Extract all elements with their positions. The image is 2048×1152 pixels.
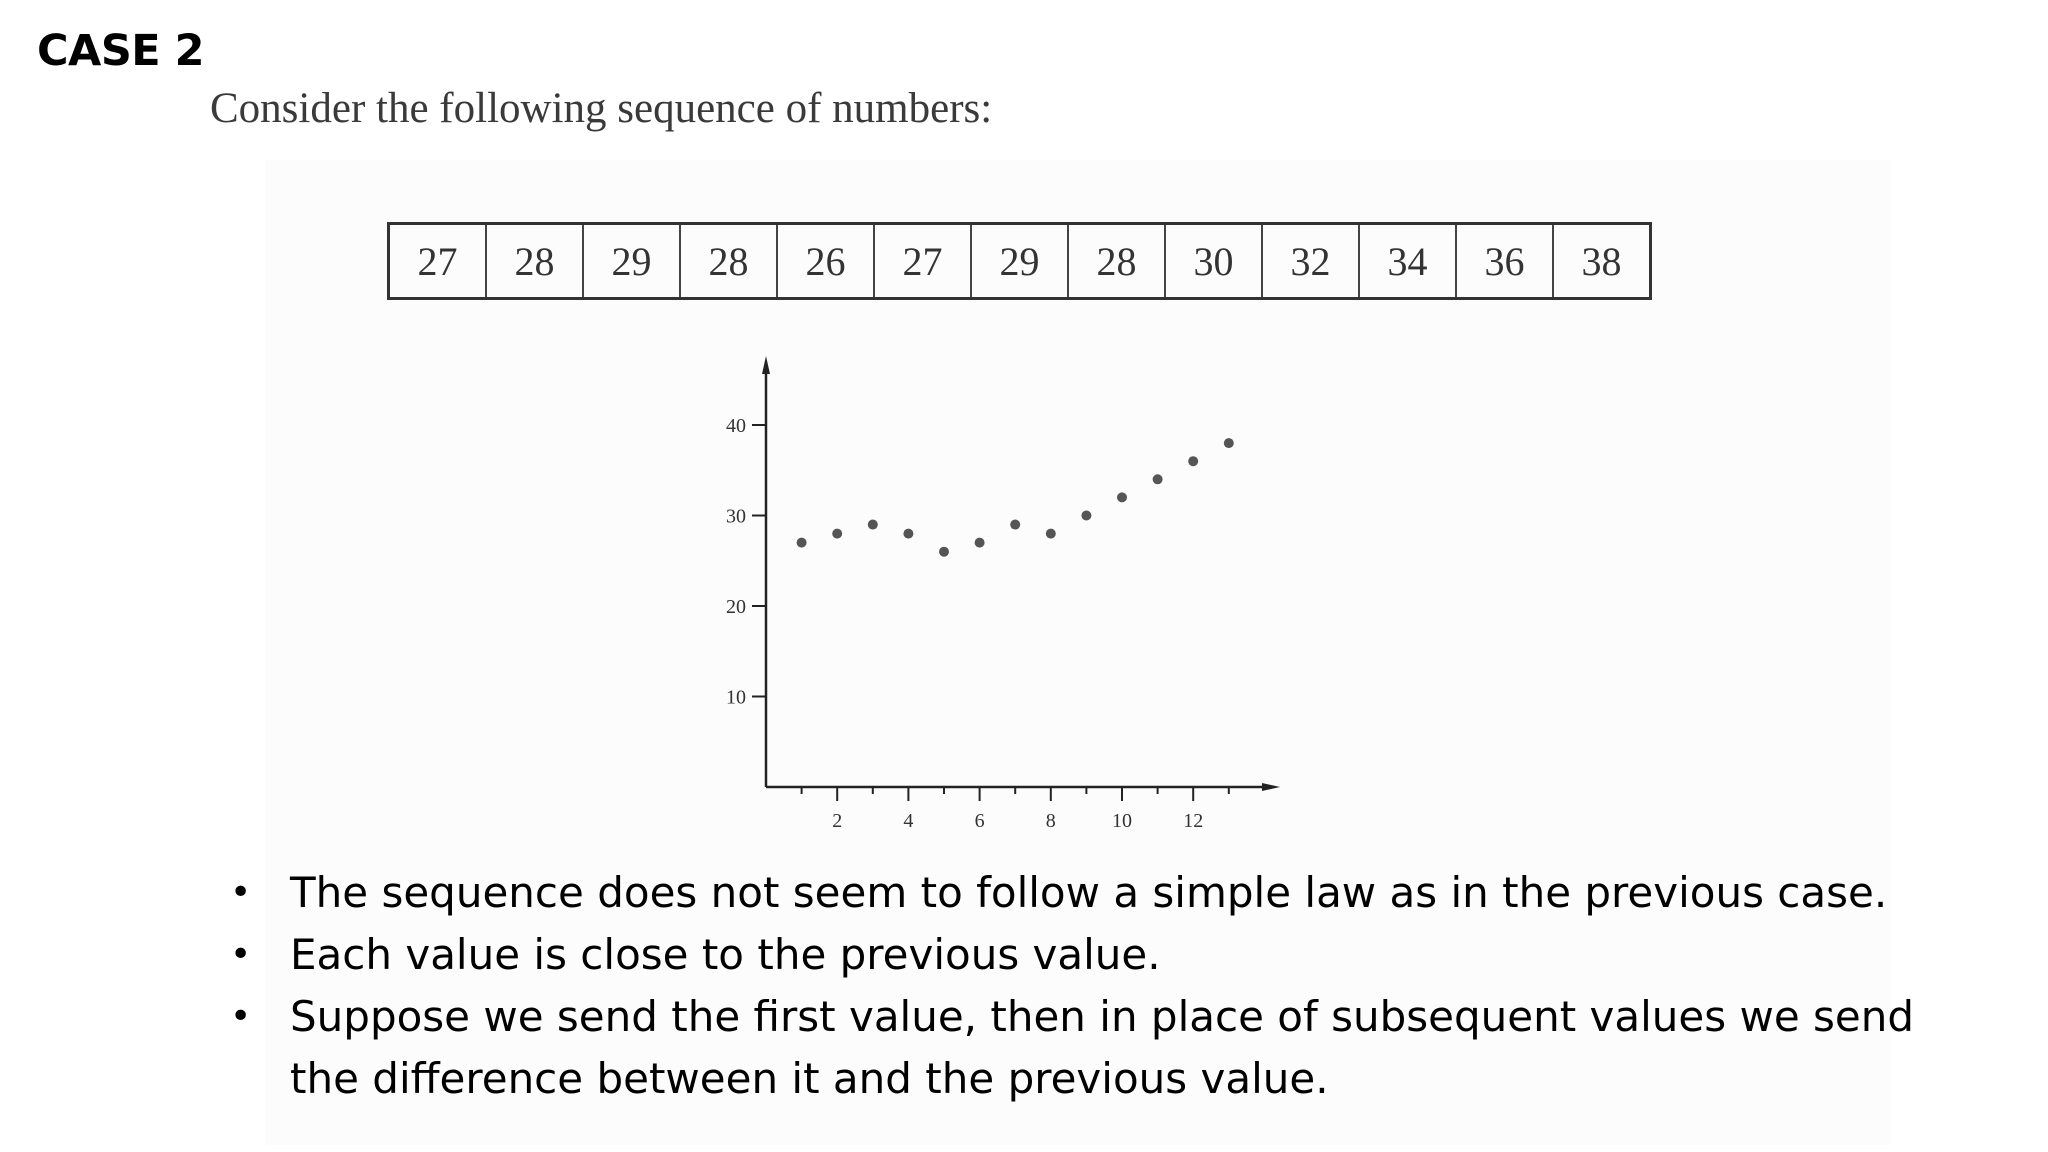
y-tick-label: 40 xyxy=(726,415,746,437)
data-point xyxy=(1117,492,1127,502)
bullet-text: The sequence does not seem to follow a simple law as in the previous case. xyxy=(290,868,1888,917)
sequence-table xyxy=(387,222,1652,300)
bullet-glyph: • xyxy=(230,996,252,1037)
bullet-text: Suppose we send the first value, then in place of subsequent values we send the difference between it and the previous value. xyxy=(290,992,1915,1103)
bullet-item xyxy=(230,862,1930,924)
sequence-row xyxy=(389,224,1651,299)
bullet-glyph: • xyxy=(230,872,252,913)
data-point xyxy=(1153,474,1163,484)
sequence-cell: 38 xyxy=(1553,224,1651,299)
y-tick-label: 30 xyxy=(726,505,746,528)
x-axis-arrow xyxy=(1262,783,1280,791)
bullet-text: Each value is close to the previous value. xyxy=(290,930,1161,979)
sequence-cell: 28 xyxy=(1068,224,1165,299)
x-tick-label: 10 xyxy=(1112,810,1132,832)
data-point xyxy=(903,529,913,539)
x-tick-label: 4 xyxy=(903,810,914,832)
x-tick-label: 12 xyxy=(1183,810,1204,832)
sequence-cell: 36 xyxy=(1456,224,1553,299)
y-axis-arrow xyxy=(762,356,770,374)
data-point xyxy=(1046,529,1056,539)
sequence-cell: 29 xyxy=(583,224,680,299)
sequence-cell: 27 xyxy=(874,224,971,299)
data-point xyxy=(1224,438,1234,448)
bullet-list xyxy=(230,862,1930,1110)
x-axis xyxy=(766,783,1280,832)
data-point xyxy=(975,538,985,548)
x-tick-label: 6 xyxy=(974,810,985,832)
sequence-cell: 26 xyxy=(777,224,874,299)
data-point xyxy=(1081,511,1091,521)
data-point xyxy=(797,538,807,548)
data-point xyxy=(939,547,949,557)
sequence-cell: 29 xyxy=(971,224,1068,299)
data-points xyxy=(797,438,1234,557)
x-tick-label: 8 xyxy=(1045,810,1056,832)
y-tick-label: 10 xyxy=(726,686,746,709)
sequence-cell: 28 xyxy=(486,224,583,299)
sequence-cell: 28 xyxy=(680,224,777,299)
bullet-item xyxy=(230,986,1930,1110)
sequence-cell: 27 xyxy=(389,224,487,299)
y-axis xyxy=(726,356,770,787)
sequence-scatter-chart xyxy=(690,350,1290,850)
sequence-cell: 32 xyxy=(1262,224,1359,299)
bullet-glyph: • xyxy=(230,934,252,975)
data-point xyxy=(832,529,842,539)
data-point xyxy=(1188,456,1198,466)
sequence-cell: 34 xyxy=(1359,224,1456,299)
data-point xyxy=(868,520,878,530)
data-point xyxy=(1010,520,1020,530)
x-tick-label: 2 xyxy=(832,810,843,832)
slide-title: CASE 2 xyxy=(37,26,205,76)
y-tick-label: 20 xyxy=(726,596,746,618)
intro-text: Consider the following sequence of numbers: xyxy=(210,85,993,132)
bullet-item xyxy=(230,924,1930,986)
sequence-cell: 30 xyxy=(1165,224,1262,299)
